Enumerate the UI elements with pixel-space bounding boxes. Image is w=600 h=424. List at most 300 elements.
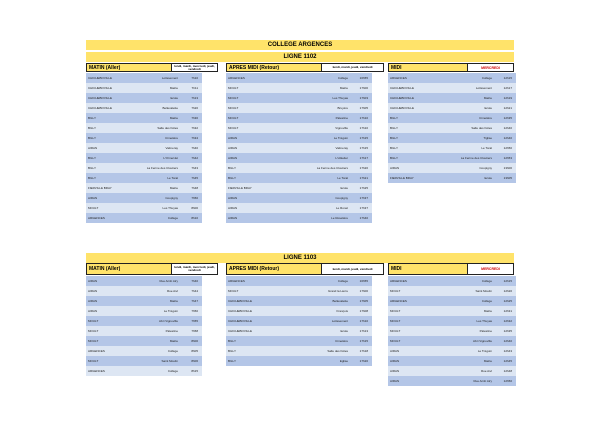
arret-cell: L'Hôtelier	[335, 156, 348, 160]
table-row	[86, 183, 202, 193]
table-row	[226, 296, 372, 306]
arret-cell: Lotissement	[475, 86, 492, 90]
midi-label: MIDI	[388, 263, 468, 275]
table-row	[86, 193, 202, 203]
table-row	[226, 153, 372, 163]
table-row	[86, 306, 202, 316]
heure-cell: 7h10	[191, 76, 198, 80]
commune-cell: ARGENCES	[228, 279, 245, 283]
commune-cell: BILLY	[88, 136, 96, 140]
commune-cell: AIRAN	[390, 359, 400, 363]
arret-cell: Coupigny	[335, 196, 348, 200]
arret-cell: Mairie	[169, 186, 178, 190]
commune-cell: BILLY	[88, 116, 96, 120]
commune-cell: CHICHEBOVILLE	[88, 96, 113, 100]
l1102-midi-header	[388, 63, 514, 72]
midi-label: MIDI	[388, 63, 468, 72]
table-row	[388, 153, 516, 163]
arret-cell: Abri Vignoville	[473, 339, 492, 343]
arret-cell: Mairie	[169, 339, 178, 343]
commune-cell: MOULT	[228, 106, 239, 110]
table-row	[226, 203, 372, 213]
ligne-1103-title: LIGNE 1103	[86, 253, 514, 263]
commune-cell: CHICHEBOVILLE	[88, 86, 113, 90]
table-row	[226, 143, 372, 153]
heure-cell: 17h37	[359, 206, 368, 210]
arret-cell: Rue Aivi	[480, 369, 492, 373]
table-row	[226, 173, 372, 183]
commune-cell: BILLY	[228, 166, 236, 170]
commune-cell: MOULT	[228, 96, 239, 100]
commune-cell: BILLY	[390, 126, 398, 130]
arret-cell: Les Thuyas	[162, 206, 178, 210]
midi-days: MERCREDI	[468, 63, 514, 72]
heure-cell: 8h00	[191, 206, 198, 210]
commune-cell: AIRAN	[228, 216, 238, 220]
commune-cell: AIRAN	[88, 279, 98, 283]
arret-cell: Valmeray	[335, 146, 348, 150]
table-row	[388, 143, 516, 153]
table-row	[388, 133, 516, 143]
arret-cell: Cimetière	[335, 339, 348, 343]
table-row	[86, 123, 202, 133]
heure-cell: 12h20	[503, 289, 512, 293]
apres-days: lundi, mardi, jeudi, vendredi	[322, 263, 384, 275]
heure-cell: 17h10	[359, 126, 368, 130]
commune-cell: AIRAN	[390, 166, 400, 170]
heure-cell: 17h05	[359, 299, 368, 303]
arret-cell: Abri Vignoville	[159, 319, 178, 323]
commune-cell: BILLY	[390, 146, 398, 150]
arret-cell: Rue Aivi	[166, 289, 178, 293]
arret-cell: Palestine	[335, 116, 348, 120]
matin-label: MATIN (Aller)	[86, 263, 172, 275]
commune-cell: CHICHEBOVILLE	[228, 319, 253, 323]
table-row	[388, 83, 516, 93]
table-row	[226, 336, 372, 346]
arret-cell: Salle des Fêtes	[157, 126, 178, 130]
heure-cell: 7h20	[191, 106, 198, 110]
arret-cell: Le Roselière	[331, 216, 348, 220]
heure-cell: 12h50	[503, 379, 512, 383]
heure-cell: 7h13	[191, 96, 198, 100]
commune-cell: CHICHEBOVILLE	[88, 76, 113, 80]
commune-cell: MOULT	[88, 359, 99, 363]
l1102-apres-header	[226, 63, 384, 72]
table-row	[86, 346, 202, 356]
heure-cell: 7h50	[191, 309, 198, 313]
table-row	[226, 326, 372, 336]
matin-label: MATIN (Aller)	[86, 63, 172, 72]
heure-cell: 12h31	[503, 309, 512, 313]
commune-cell: BILLY	[88, 166, 96, 170]
table-row	[226, 316, 372, 326]
commune-cell: AIRAN	[228, 146, 238, 150]
arret-cell: Bruyère	[337, 106, 348, 110]
commune-cell: MOULT	[390, 319, 401, 323]
arret-cell: Palestine	[165, 329, 178, 333]
commune-cell: BILLY	[390, 136, 398, 140]
heure-cell: 17h17	[359, 156, 368, 160]
l1102-midi-table	[388, 73, 516, 183]
arret-cell: François	[336, 309, 348, 313]
commune-cell: CHICHEBOVILLE	[228, 299, 253, 303]
commune-cell: ARGENCES	[228, 76, 245, 80]
commune-cell: MOULT	[390, 339, 401, 343]
heure-cell: 12h15	[503, 279, 512, 283]
table-row	[388, 93, 516, 103]
table-row	[226, 93, 372, 103]
heure-cell: 12h40	[503, 126, 512, 130]
arret-cell: Le Toral	[481, 146, 492, 150]
arret-cell: Ecole	[170, 96, 178, 100]
heure-cell: 17h18	[359, 349, 368, 353]
commune-cell: CHICHEBOVILLE	[390, 106, 415, 110]
table-row	[86, 326, 202, 336]
commune-cell: AIRAN	[228, 156, 238, 160]
heure-cell: 12h35	[503, 329, 512, 333]
arret-cell: Le Trèguin	[333, 136, 348, 140]
table-row	[388, 376, 516, 386]
heure-cell: 17h40	[359, 216, 368, 220]
commune-cell: CHICHEBOVILLE	[88, 106, 113, 110]
arret-cell: La Ferme des Cloutiers	[460, 156, 492, 160]
table-row	[86, 213, 202, 223]
table-row	[86, 133, 202, 143]
l1102-matin-table	[86, 73, 202, 223]
table-row	[388, 346, 516, 356]
table-row	[86, 83, 202, 93]
heure-cell: 7h42	[191, 156, 198, 160]
commune-cell: AIRAN	[88, 196, 98, 200]
commune-cell: AIRAN	[88, 146, 98, 150]
commune-cell: MOULT	[228, 116, 239, 120]
heure-cell: 7h43	[191, 166, 198, 170]
table-row	[86, 276, 202, 286]
heure-cell: 17h05	[359, 106, 368, 110]
arret-cell: L'Orme/Jet	[163, 156, 178, 160]
heure-cell: 7h30	[191, 116, 198, 120]
commune-cell: MOULT	[390, 289, 401, 293]
commune-cell: MOULT	[88, 339, 99, 343]
heure-cell: 17h00	[359, 289, 368, 293]
heure-cell: 12h50	[503, 146, 512, 150]
heure-cell: 7h47	[191, 299, 198, 303]
heure-cell: 16h55	[359, 76, 368, 80]
table-row	[226, 113, 372, 123]
arret-cell: Mairie	[483, 359, 492, 363]
l1103-midi-header	[388, 263, 514, 275]
commune-cell: ARGENCES	[88, 349, 105, 353]
heure-cell: 7h40	[191, 146, 198, 150]
commune-cell: BILLY	[228, 359, 236, 363]
arret-cell: Ecole	[484, 106, 492, 110]
heure-cell: 7h45	[191, 176, 198, 180]
arret-cell: La Ferme des Cloutiers	[316, 166, 348, 170]
arret-cell: Mairie	[483, 309, 492, 313]
table-row	[86, 113, 202, 123]
heure-cell: 12h21	[503, 106, 512, 110]
l1103-apres-header	[226, 263, 384, 275]
table-row	[388, 296, 516, 306]
arret-cell: Eglise	[339, 359, 348, 363]
arret-cell: Vignoville	[335, 126, 348, 130]
heure-cell: 8h15	[191, 369, 198, 373]
table-row	[226, 193, 372, 203]
table-row	[226, 346, 372, 356]
heure-cell: 17h08	[359, 309, 368, 313]
heure-cell: 17h20	[359, 359, 368, 363]
heure-cell: 17h03	[359, 96, 368, 100]
heure-cell: 12h35	[503, 116, 512, 120]
commune-cell: ARGENCES	[390, 76, 407, 80]
table-row	[86, 153, 202, 163]
commune-cell: ARGENCES	[390, 299, 407, 303]
heure-cell: 12h19	[503, 96, 512, 100]
table-row	[388, 286, 516, 296]
apres-label: APRES MIDI (Retour)	[226, 263, 322, 275]
college-title: COLLEGE ARGENCES	[86, 40, 514, 50]
table-row	[86, 143, 202, 153]
commune-cell: MOULT	[228, 86, 239, 90]
heure-cell: 17h25	[359, 186, 368, 190]
midi-days: MERCREDI	[468, 263, 514, 275]
arret-cell: Ecole	[340, 186, 348, 190]
arret-cell: Coupigny	[479, 166, 492, 170]
commune-cell: AIRAN	[88, 299, 98, 303]
l1102-apres-table	[226, 73, 372, 223]
commune-cell: CHICHEBOVILLE	[390, 86, 415, 90]
arret-cell: Saint Moulin	[161, 359, 178, 363]
table-row	[86, 163, 202, 173]
table-row	[226, 163, 372, 173]
heure-cell: 12h15	[503, 76, 512, 80]
l1103-matin-header	[86, 263, 218, 275]
heure-cell: 12h17	[503, 86, 512, 90]
arret-cell: Collège	[337, 76, 348, 80]
arret-cell: Ecole	[484, 176, 492, 180]
heure-cell: 7h11	[191, 86, 198, 90]
heure-cell: 7h40	[191, 279, 198, 283]
table-row	[226, 306, 372, 316]
arret-cell: Les Thuyas	[332, 96, 348, 100]
commune-cell: BILLY	[88, 156, 96, 160]
commune-cell: ARGENCES	[88, 216, 105, 220]
table-row	[226, 286, 372, 296]
commune-cell: ARGENCES	[390, 279, 407, 283]
table-row	[86, 366, 202, 376]
heure-cell: 12h40	[503, 339, 512, 343]
table-row	[86, 356, 202, 366]
heure-cell: 16h55	[359, 279, 368, 283]
arret-cell: Salle des Fêtes	[327, 349, 348, 353]
arret-cell: Le Toral	[167, 176, 178, 180]
commune-cell: MOULT	[228, 289, 239, 293]
l1103-matin-table	[86, 276, 202, 376]
ligne-1102-title: LIGNE 1102	[86, 52, 514, 62]
heure-cell: 7h48	[191, 186, 198, 190]
table-row	[388, 356, 516, 366]
heure-cell: 12h43	[503, 349, 512, 353]
arret-cell: Cimetière	[479, 116, 492, 120]
table-row	[226, 133, 372, 143]
arret-cell: Mairie	[169, 86, 178, 90]
commune-cell: BILLY	[88, 176, 96, 180]
commune-cell: CHICHEBOVILLE	[228, 309, 253, 313]
arret-cell: Ecole	[340, 329, 348, 333]
commune-cell: MOULT	[390, 329, 401, 333]
table-row	[226, 83, 372, 93]
arret-cell: Bellevalette	[162, 106, 178, 110]
arret-cell: Mairie	[483, 96, 492, 100]
heure-cell: 13h05	[503, 176, 512, 180]
commune-cell: BILLY	[390, 116, 398, 120]
l1103-apres-table	[226, 276, 372, 366]
commune-cell: BILLY	[228, 349, 236, 353]
table-row	[388, 163, 516, 173]
heure-cell: 17h15	[359, 136, 368, 140]
table-row	[226, 103, 372, 113]
arret-cell: Les Thuyas	[476, 319, 492, 323]
commune-cell: BILLY	[390, 156, 398, 160]
table-row	[388, 276, 516, 286]
heure-cell: 7h58	[191, 329, 198, 333]
heure-cell: 8h10	[191, 216, 198, 220]
arret-cell: Le Ronel	[335, 206, 348, 210]
table-row	[226, 73, 372, 83]
apres-label: APRES MIDI (Retour)	[226, 63, 322, 72]
heure-cell: 17h10	[359, 116, 368, 120]
table-row	[388, 366, 516, 376]
table-row	[86, 296, 202, 306]
heure-cell: 12h45	[503, 359, 512, 363]
commune-cell: FIERVILLE BRAY	[88, 186, 112, 190]
table-row	[226, 123, 372, 133]
arret-cell: Bellevalette	[332, 299, 348, 303]
arret-cell: Cimetière	[165, 136, 178, 140]
table-row	[388, 316, 516, 326]
table-row	[388, 326, 516, 336]
table-row	[226, 356, 372, 366]
heure-cell: 17h10	[359, 319, 368, 323]
table-row	[388, 336, 516, 346]
commune-cell: MOULT	[390, 309, 401, 313]
arret-cell: Collège	[167, 369, 178, 373]
heure-cell: 12h25	[503, 299, 512, 303]
table-row	[86, 286, 202, 296]
l1102-matin-header	[86, 63, 218, 72]
arret-cell: Saint Moulin	[475, 289, 492, 293]
arret-cell: Le Trèguin	[163, 309, 178, 313]
heure-cell: 17h00	[359, 86, 368, 90]
heure-cell: 17h21	[359, 176, 368, 180]
commune-cell: FIERVILLE BRAY	[390, 176, 414, 180]
table-row	[86, 336, 202, 346]
table-row	[388, 73, 516, 83]
arret-cell: Mairie	[169, 299, 178, 303]
arret-cell: Mairie	[169, 116, 178, 120]
table-row	[388, 103, 516, 113]
arret-cell: Rue Arrêt Airy	[159, 279, 178, 283]
heure-cell: 8h05	[191, 349, 198, 353]
table-row	[86, 73, 202, 83]
arret-cell: Collège	[167, 349, 178, 353]
arret-cell: Valmeray	[165, 146, 178, 150]
commune-cell: MOULT	[88, 206, 99, 210]
table-row	[86, 103, 202, 113]
commune-cell: BILLY	[88, 126, 96, 130]
heure-cell: 7h44	[191, 289, 198, 293]
apres-days: lundi, mardi, jeudi, vendredi	[322, 63, 384, 72]
heure-cell: 17h20	[359, 166, 368, 170]
table-row	[226, 213, 372, 223]
commune-cell: MOULT	[88, 329, 99, 333]
arret-cell: Collège	[481, 279, 492, 283]
arret-cell: Coupigny	[165, 196, 178, 200]
table-row	[226, 183, 372, 193]
commune-cell: BILLY	[228, 339, 236, 343]
commune-cell: CHICHEBOVILLE	[390, 96, 415, 100]
table-row	[86, 203, 202, 213]
arret-cell: Mairie	[339, 86, 348, 90]
heure-cell: 17h13	[359, 329, 368, 333]
arret-cell: Salle des Fêtes	[471, 126, 492, 130]
table-row	[86, 93, 202, 103]
heure-cell: 12h53	[503, 156, 512, 160]
arret-cell: Collège	[481, 76, 492, 80]
table-row	[226, 276, 372, 286]
commune-cell: BILLY	[228, 176, 236, 180]
matin-days: lundi, mardi, mercredi, jeudi, vendredi	[172, 63, 218, 72]
commune-cell: AIRAN	[228, 136, 238, 140]
heure-cell: 12h32	[503, 319, 512, 323]
commune-cell: AIRAN	[88, 309, 98, 313]
arret-cell: Rue Arrêt Airy	[473, 379, 492, 383]
commune-cell: CHICHEBOVILLE	[228, 329, 253, 333]
l1103-midi-table	[388, 276, 516, 386]
heure-cell: 12h48	[503, 369, 512, 373]
arret-cell: Collège	[337, 279, 348, 283]
arret-cell: Le Toral	[337, 176, 348, 180]
arret-cell: Lotissement	[331, 319, 348, 323]
arret-cell: Le Trèguin	[477, 349, 492, 353]
table-row	[388, 123, 516, 133]
heure-cell: 7h55	[191, 319, 198, 323]
heure-cell: 7h32	[191, 126, 198, 130]
heure-cell: 17h15	[359, 339, 368, 343]
commune-cell: AIRAN	[390, 349, 400, 353]
arret-cell: Tiglise	[483, 136, 492, 140]
heure-cell: 7h34	[191, 136, 198, 140]
table-row	[86, 173, 202, 183]
arret-cell: Collège	[481, 299, 492, 303]
commune-cell: MOULT	[88, 319, 99, 323]
arret-cell: Grand la Lierre	[327, 289, 348, 293]
arret-cell: Lotissement	[161, 76, 178, 80]
heure-cell: 12h40	[503, 136, 512, 140]
arret-cell: Collège	[167, 216, 178, 220]
commune-cell: AIRAN	[390, 379, 400, 383]
commune-cell: AIRAN	[390, 369, 400, 373]
commune-cell: FIERVILLE BRAY	[228, 186, 252, 190]
commune-cell: AIRAN	[228, 196, 238, 200]
matin-days: lundi, mardi, mercredi, jeudi, vendredi	[172, 263, 218, 275]
heure-cell: 17h15	[359, 146, 368, 150]
heure-cell: 7h50	[191, 196, 198, 200]
table-row	[86, 316, 202, 326]
heure-cell: 8h06	[191, 359, 198, 363]
commune-cell: MOULT	[228, 126, 239, 130]
